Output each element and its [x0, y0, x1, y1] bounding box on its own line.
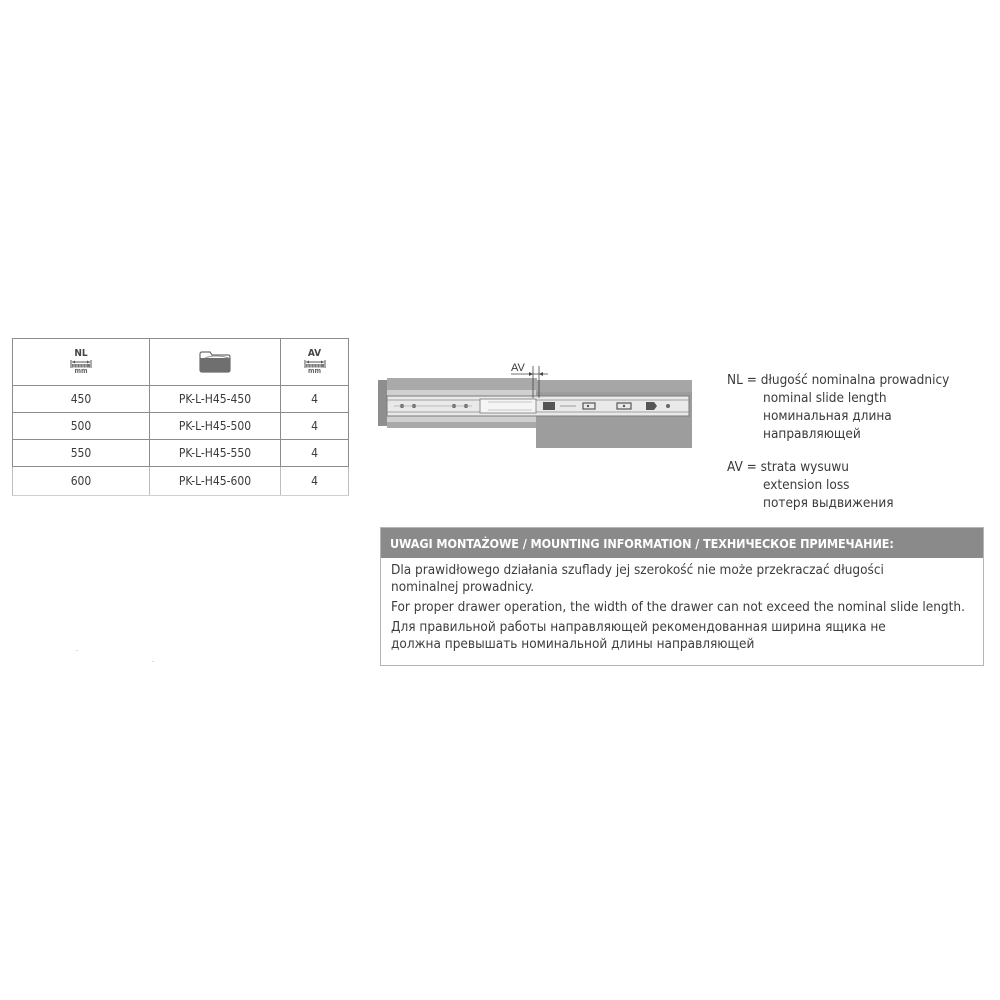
table-row — [13, 440, 349, 467]
table-header-row — [13, 339, 349, 386]
folder-icon — [198, 349, 232, 373]
scan-speck — [152, 661, 154, 662]
code-cell: PK-L-H45-450 — [150, 386, 281, 413]
nl-cell: 500 — [13, 413, 150, 440]
mounting-info-box — [380, 527, 984, 666]
nl-legend-line: nominal slide length — [763, 390, 887, 406]
code-cell: PK-L-H45-600 — [150, 467, 281, 496]
av-legend-line: AV = strata wysuwu — [727, 459, 849, 475]
table-row — [13, 386, 349, 413]
av-legend-line: потеря выдвижения — [763, 495, 894, 511]
table-row — [13, 413, 349, 440]
code-cell: PK-L-H45-500 — [150, 413, 281, 440]
cabinet-wall — [378, 380, 387, 426]
nl-legend — [727, 371, 949, 443]
nl-legend-line: NL = długość nominalna prowadnicy — [727, 372, 950, 388]
mounting-note-pl: Dla prawidłowego działania szuflady jej szerokość nie może przekraczać długości nominalnej prowadnicy. — [391, 562, 884, 595]
mounting-info-header: UWAGI MONTAŻOWE / MOUNTING INFORMATION / ТЕХНИЧЕСКОЕ ПРИМЕЧАНИЕ: — [381, 528, 983, 558]
nl-column-header — [13, 339, 150, 386]
av-dimension-label: AV — [511, 362, 525, 374]
code-column-header — [150, 339, 281, 386]
av-header-label: AV — [307, 347, 322, 359]
mounting-note-en: For proper drawer operation, the width of the drawer can not exceed the nominal slide length. — [391, 599, 965, 615]
av-legend — [727, 458, 894, 512]
mounting-info-body — [381, 558, 983, 653]
av-cell: 4 — [281, 440, 349, 467]
av-cell: 4 — [281, 467, 349, 496]
nl-unit-label: mm — [74, 366, 88, 375]
nl-header-label: NL — [74, 347, 88, 359]
av-column-header — [281, 339, 349, 386]
av-cell: 4 — [281, 386, 349, 413]
av-unit-label: mm — [307, 366, 322, 375]
slide-spec-table — [12, 338, 349, 496]
nominal-length-icon — [64, 349, 98, 375]
mounting-note-ru: Для правильной работы направляющей рекомендованная ширина ящика не должна превышать номинальной длины направляющей — [391, 619, 886, 652]
scan-speck — [76, 650, 78, 651]
nl-cell: 450 — [13, 386, 150, 413]
drawer-slide-diagram — [376, 358, 698, 450]
table-row — [13, 467, 349, 496]
av-legend-line: extension loss — [763, 477, 850, 493]
extension-loss-icon — [298, 349, 332, 375]
nl-legend-line: номинальная длина — [763, 408, 892, 424]
code-cell: PK-L-H45-550 — [150, 440, 281, 467]
nl-cell: 600 — [13, 467, 150, 496]
nl-legend-line: направляющей — [763, 426, 861, 442]
av-cell: 4 — [281, 413, 349, 440]
nl-cell: 550 — [13, 440, 150, 467]
